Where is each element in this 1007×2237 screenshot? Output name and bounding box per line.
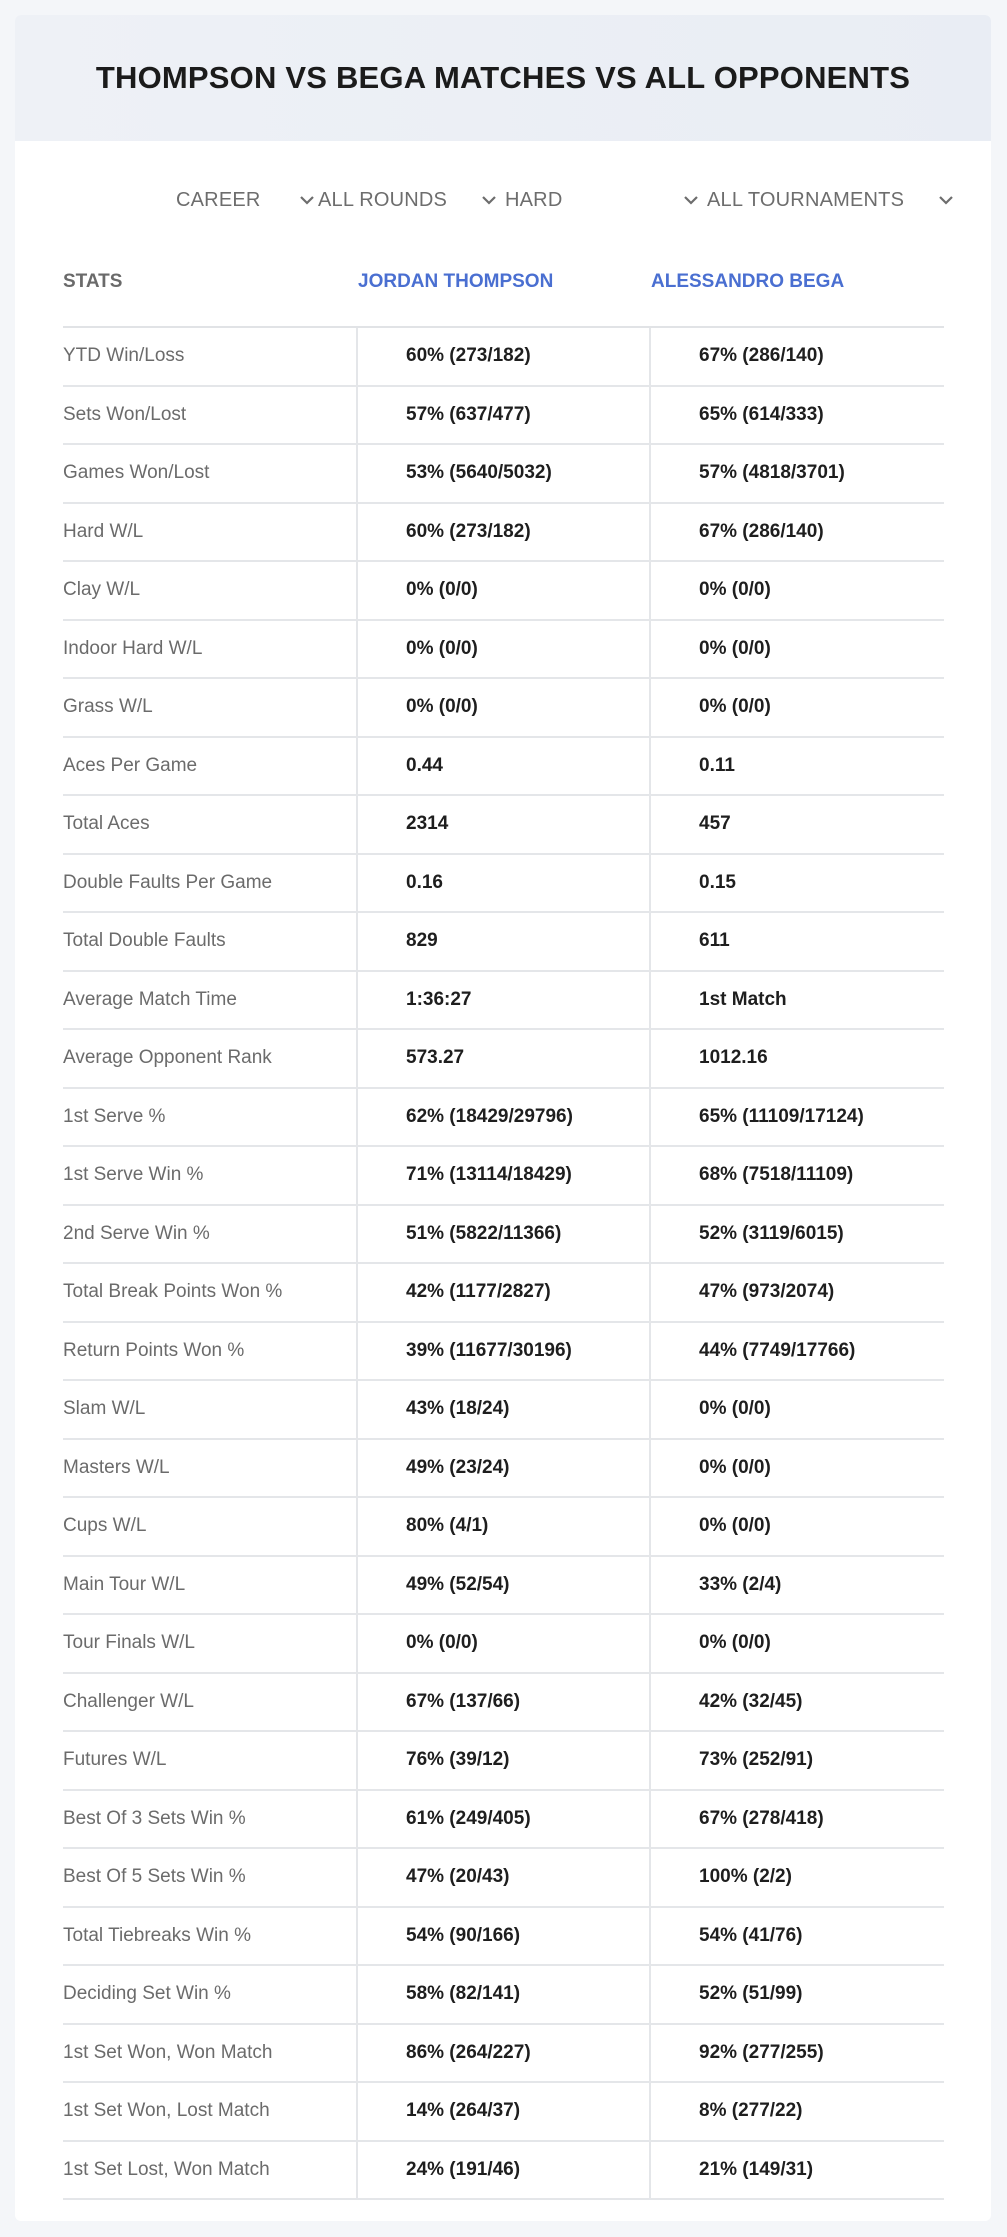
stat-label: 1st Serve Win % [63, 1147, 358, 1204]
table-row [63, 621, 944, 680]
table-row [63, 1381, 944, 1440]
stat-label: Futures W/L [63, 1732, 358, 1789]
table-row [63, 1498, 944, 1557]
player2-value: 457 [699, 813, 731, 835]
stat-label: Grass W/L [63, 679, 358, 736]
stat-label: Deciding Set Win % [63, 1966, 358, 2023]
player2-value: 65% (614/333) [699, 403, 824, 425]
table-row [63, 679, 944, 738]
table-header [63, 245, 944, 328]
table-row [63, 1908, 944, 1967]
player1-value: 829 [358, 913, 651, 970]
player1-value: 60% (273/182) [358, 504, 651, 561]
stat-label: Total Break Points Won % [63, 1264, 358, 1321]
stat-label: Main Tour W/L [63, 1557, 358, 1614]
stat-label: Cups W/L [63, 1498, 358, 1555]
player2-value: 0% (0/0) [699, 1398, 771, 1420]
table-row [63, 387, 944, 446]
stat-label: Return Points Won % [63, 1323, 358, 1380]
chevron-down-icon [298, 191, 316, 209]
stat-label: Best Of 3 Sets Win % [63, 1791, 358, 1848]
player2-value: 21% (149/31) [699, 2158, 814, 2180]
table-row [63, 504, 944, 563]
player1-value: 53% (5640/5032) [358, 445, 651, 502]
stat-label: Sets Won/Lost [63, 387, 358, 444]
player2-value: 52% (3119/6015) [699, 1222, 844, 1244]
filter-value: ALL ROUNDS [318, 188, 448, 211]
player1-value: 1:36:27 [358, 972, 651, 1029]
table-row [63, 1732, 944, 1791]
player2-value: 73% (252/91) [699, 1749, 814, 1771]
player1-value: 0% (0/0) [358, 1615, 651, 1672]
player1-value: 76% (39/12) [358, 1732, 651, 1789]
stat-label: Aces Per Game [63, 738, 358, 795]
table-row [63, 1440, 944, 1499]
filter-surface-select[interactable] [505, 183, 700, 217]
player1-value: 54% (90/166) [358, 1908, 651, 1965]
stat-label: 1st Set Won, Won Match [63, 2025, 358, 2082]
player2-value: 57% (4818/3701) [699, 462, 845, 484]
player2-value: 0% (0/0) [699, 637, 771, 659]
player1-value: 0.44 [358, 738, 651, 795]
player2-value: 0% (0/0) [699, 1515, 771, 1537]
stat-label: Total Double Faults [63, 913, 358, 970]
table-row [63, 796, 944, 855]
table-row [63, 1615, 944, 1674]
page-title: THOMPSON VS BEGA MATCHES VS ALL OPPONENTS [95, 60, 911, 95]
player1-value: 39% (11677/30196) [358, 1323, 651, 1380]
table-row [63, 328, 944, 387]
table-row [63, 855, 944, 914]
stat-label: YTD Win/Loss [63, 328, 358, 385]
player2-value: 100% (2/2) [699, 1866, 792, 1888]
player1-value: 61% (249/405) [358, 1791, 651, 1848]
filter-bar [15, 141, 991, 241]
stat-label: 1st Serve % [63, 1089, 358, 1146]
player1-value: 49% (23/24) [358, 1440, 651, 1497]
player1-value: 86% (264/227) [358, 2025, 651, 2082]
table-row [63, 913, 944, 972]
player2-value: 52% (51/99) [699, 1983, 803, 2005]
stat-label: 1st Set Lost, Won Match [63, 2142, 358, 2199]
table-row [63, 1849, 944, 1908]
table-row [63, 1323, 944, 1382]
player1-value: 51% (5822/11366) [358, 1206, 651, 1263]
player2-value: 8% (277/22) [699, 2100, 803, 2122]
stats-card [15, 15, 991, 2221]
filter-career-select[interactable] [176, 183, 316, 217]
player2-value: 1st Match [699, 988, 787, 1010]
filter-value: ALL TOURNAMENTS [707, 188, 905, 211]
table-row [63, 445, 944, 504]
player2-value: 42% (32/45) [699, 1690, 803, 1712]
player2-value: 67% (286/140) [699, 345, 824, 367]
player1-value: 58% (82/141) [358, 1966, 651, 2023]
stat-label: Average Match Time [63, 972, 358, 1029]
table-row [63, 562, 944, 621]
player2-value: 0.11 [699, 754, 735, 776]
chevron-down-icon [682, 191, 700, 209]
page-header [15, 15, 991, 141]
table-row [63, 1966, 944, 2025]
filter-rounds-select[interactable] [318, 183, 498, 217]
chevron-down-icon [480, 191, 498, 209]
stat-label: Indoor Hard W/L [63, 621, 358, 678]
player2-value: 1012.16 [699, 1047, 768, 1069]
stat-label: 2nd Serve Win % [63, 1206, 358, 1263]
chevron-down-icon [937, 191, 955, 209]
stat-label: Total Aces [63, 796, 358, 853]
player1-value: 573.27 [358, 1030, 651, 1087]
column-header-player2[interactable]: ALESSANDRO BEGA [651, 271, 845, 292]
player1-value: 0% (0/0) [358, 679, 651, 736]
player2-value: 67% (278/418) [699, 1807, 824, 1829]
column-header-player1[interactable]: JORDAN THOMPSON [358, 271, 554, 292]
player2-value: 611 [699, 930, 730, 952]
stat-label: Average Opponent Rank [63, 1030, 358, 1087]
player1-value: 67% (137/66) [358, 1674, 651, 1731]
stat-label: 1st Set Won, Lost Match [63, 2083, 358, 2140]
player2-value: 0% (0/0) [699, 696, 771, 718]
filter-value: CAREER [176, 188, 261, 211]
stat-label: Clay W/L [63, 562, 358, 619]
stat-label: Games Won/Lost [63, 445, 358, 502]
column-header-stats: STATS [63, 271, 123, 292]
table-row [63, 1089, 944, 1148]
player1-value: 49% (52/54) [358, 1557, 651, 1614]
player1-value: 0.16 [358, 855, 651, 912]
table-row [63, 1264, 944, 1323]
stat-label: Slam W/L [63, 1381, 358, 1438]
stat-label: Double Faults Per Game [63, 855, 358, 912]
player1-value: 42% (1177/2827) [358, 1264, 651, 1321]
player2-value: 33% (2/4) [699, 1573, 782, 1595]
table-body [63, 328, 944, 2200]
player2-value: 44% (7749/17766) [699, 1339, 856, 1361]
player1-value: 2314 [358, 796, 651, 853]
table-row [63, 1030, 944, 1089]
stat-label: Masters W/L [63, 1440, 358, 1497]
player2-value: 0.15 [699, 871, 736, 893]
player1-value: 80% (4/1) [358, 1498, 651, 1555]
player1-value: 60% (273/182) [358, 328, 651, 385]
player1-value: 24% (191/46) [358, 2142, 651, 2199]
stat-label: Tour Finals W/L [63, 1615, 358, 1672]
stats-table [63, 245, 944, 2200]
stat-label: Hard W/L [63, 504, 358, 561]
filter-value: HARD [505, 188, 563, 211]
player2-value: 67% (286/140) [699, 520, 824, 542]
table-row [63, 2083, 944, 2142]
table-row [63, 1206, 944, 1265]
player1-value: 57% (637/477) [358, 387, 651, 444]
player1-value: 0% (0/0) [358, 562, 651, 619]
table-row [63, 738, 944, 797]
player2-value: 54% (41/76) [699, 1924, 803, 1946]
player2-value: 0% (0/0) [699, 579, 771, 601]
table-row [63, 972, 944, 1031]
player1-value: 62% (18429/29796) [358, 1089, 651, 1146]
stat-label: Total Tiebreaks Win % [63, 1908, 358, 1965]
table-row [63, 1791, 944, 1850]
player2-value: 0% (0/0) [699, 1456, 771, 1478]
table-row [63, 2025, 944, 2084]
player1-value: 0% (0/0) [358, 621, 651, 678]
table-row [63, 2142, 944, 2201]
stat-label: Best Of 5 Sets Win % [63, 1849, 358, 1906]
filter-tournaments-select[interactable] [707, 183, 955, 217]
player2-value: 92% (277/255) [699, 2041, 824, 2063]
player2-value: 0% (0/0) [699, 1632, 771, 1654]
player2-value: 65% (11109/17124) [699, 1105, 864, 1127]
table-row [63, 1557, 944, 1616]
player2-value: 47% (973/2074) [699, 1281, 835, 1303]
stat-label: Challenger W/L [63, 1674, 358, 1731]
player1-value: 47% (20/43) [358, 1849, 651, 1906]
player1-value: 14% (264/37) [358, 2083, 651, 2140]
table-row [63, 1674, 944, 1733]
player1-value: 43% (18/24) [358, 1381, 651, 1438]
player2-value: 68% (7518/11109) [699, 1164, 854, 1186]
player1-value: 71% (13114/18429) [358, 1147, 651, 1204]
table-row [63, 1147, 944, 1206]
